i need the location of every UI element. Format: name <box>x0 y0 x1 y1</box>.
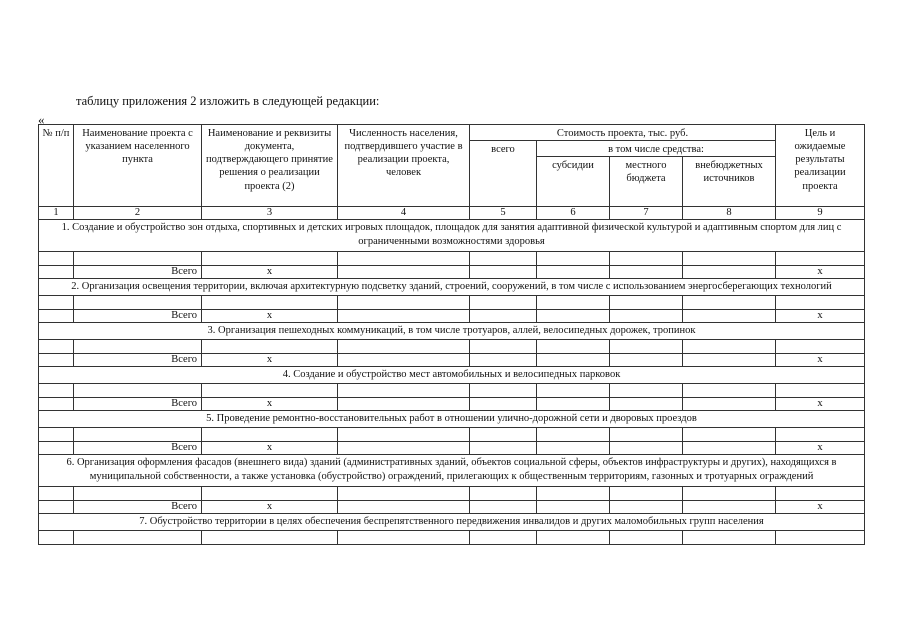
empty-cell <box>74 486 202 500</box>
empty-cell <box>202 295 338 309</box>
header-including-group: в том числе средства: <box>537 141 776 157</box>
empty-cell <box>39 295 74 309</box>
empty-cell <box>683 339 776 353</box>
col-number: 3 <box>202 207 338 220</box>
project-row <box>39 486 865 500</box>
empty-cell <box>537 428 610 442</box>
empty-cell <box>470 353 537 366</box>
empty-cell <box>470 339 537 353</box>
empty-cell <box>683 265 776 278</box>
empty-cell <box>683 486 776 500</box>
empty-cell <box>610 339 683 353</box>
empty-cell <box>776 339 865 353</box>
empty-cell <box>683 295 776 309</box>
total-label: Всего <box>74 309 202 322</box>
total-label: Всего <box>74 442 202 455</box>
col-number: 1 <box>39 207 74 220</box>
empty-cell <box>338 309 470 322</box>
empty-cell <box>776 530 865 544</box>
empty-cell <box>39 442 74 455</box>
section-row <box>39 455 865 486</box>
project-row <box>39 384 865 398</box>
empty-cell <box>610 295 683 309</box>
section-title: 6. Организация оформления фасадов (внешнего вида) зданий (административных зданий, объектов социальной сферы, объектов инфраструктуры и других), находящихся в муниципальной собственности, а также установка (обустройство) ограждений, прилегающих к общественным территориям, газонных и тротуарных ограждений <box>39 455 865 486</box>
project-row <box>39 295 865 309</box>
empty-cell <box>338 442 470 455</box>
empty-cell <box>537 251 610 265</box>
empty-cell <box>537 265 610 278</box>
empty-cell <box>610 530 683 544</box>
section-row <box>39 513 865 530</box>
empty-cell <box>39 384 74 398</box>
empty-cell <box>776 251 865 265</box>
section-title: 1. Создание и обустройство зон отдыха, спортивных и детских игровых площадок, площадок для занятия адаптивной физической культурой и адаптивным спортом для лиц с ограниченными возможностями здоровья <box>39 220 865 251</box>
col-number: 2 <box>74 207 202 220</box>
section-row <box>39 220 865 251</box>
empty-cell <box>470 530 537 544</box>
total-row <box>39 309 865 322</box>
total-row <box>39 442 865 455</box>
empty-cell <box>776 295 865 309</box>
opening-quote: « <box>38 112 45 127</box>
section-row <box>39 411 865 428</box>
empty-cell <box>338 251 470 265</box>
empty-cell <box>39 353 74 366</box>
empty-cell <box>338 398 470 411</box>
section-title: 7. Обустройство территории в целях обеспечения беспрепятственного передвижения инвалидов и других маломобильных групп населения <box>39 513 865 530</box>
section-title: 3. Организация пешеходных коммуникаций, в том числе тротуаров, аллей, велосипедных дорожек, тропинок <box>39 322 865 339</box>
header-extrabudgetary: внебюджетных источников <box>683 157 776 207</box>
empty-cell <box>683 398 776 411</box>
empty-cell <box>537 398 610 411</box>
x-mark: х <box>202 353 338 366</box>
section-title: 5. Проведение ремонтно-восстановительных работ в отношении улично-дорожной сети и дворовых проездов <box>39 411 865 428</box>
section-title: 4. Создание и обустройство мест автомобильных и велосипедных парковок <box>39 366 865 383</box>
empty-cell <box>683 309 776 322</box>
empty-cell <box>74 384 202 398</box>
header-project-name: Наименование проекта с указанием населенного пункта <box>74 125 202 207</box>
intro-text: таблицу приложения 2 изложить в следующей редакции: <box>76 94 380 108</box>
empty-cell <box>338 486 470 500</box>
empty-cell <box>202 428 338 442</box>
empty-cell <box>470 442 537 455</box>
total-row <box>39 353 865 366</box>
empty-cell <box>470 265 537 278</box>
empty-cell <box>610 309 683 322</box>
empty-cell <box>39 500 74 513</box>
empty-cell <box>470 309 537 322</box>
empty-cell <box>470 251 537 265</box>
empty-cell <box>537 384 610 398</box>
empty-cell <box>683 530 776 544</box>
empty-cell <box>74 295 202 309</box>
total-label: Всего <box>74 398 202 411</box>
total-label: Всего <box>74 265 202 278</box>
empty-cell <box>610 398 683 411</box>
x-mark: х <box>776 500 865 513</box>
empty-cell <box>683 384 776 398</box>
project-row <box>39 428 865 442</box>
section-row <box>39 278 865 295</box>
empty-cell <box>74 251 202 265</box>
empty-cell <box>74 428 202 442</box>
empty-cell <box>610 442 683 455</box>
empty-cell <box>537 442 610 455</box>
x-mark: х <box>776 353 865 366</box>
total-label: Всего <box>74 500 202 513</box>
empty-cell <box>470 486 537 500</box>
header-subsidy: субсидии <box>537 157 610 207</box>
empty-cell <box>202 251 338 265</box>
col-number: 9 <box>776 207 865 220</box>
section-title: 2. Организация освещения территории, включая архитектурную подсветку зданий, строений, сооружений, в том числе с использованием энергосберегающих технологий <box>39 278 865 295</box>
empty-cell <box>537 353 610 366</box>
empty-cell <box>683 442 776 455</box>
empty-cell <box>683 428 776 442</box>
empty-cell <box>683 500 776 513</box>
projects-table <box>38 124 865 545</box>
empty-cell <box>338 500 470 513</box>
empty-cell <box>610 500 683 513</box>
total-row <box>39 500 865 513</box>
header-cost-group: Стоимость проекта, тыс. руб. <box>470 125 776 141</box>
x-mark: х <box>776 265 865 278</box>
empty-cell <box>610 265 683 278</box>
empty-cell <box>74 339 202 353</box>
empty-cell <box>202 339 338 353</box>
empty-cell <box>39 265 74 278</box>
empty-cell <box>470 428 537 442</box>
empty-cell <box>776 428 865 442</box>
project-row <box>39 530 865 544</box>
empty-cell <box>610 353 683 366</box>
x-mark: х <box>202 309 338 322</box>
header-total: всего <box>470 141 537 207</box>
empty-cell <box>470 384 537 398</box>
empty-cell <box>202 486 338 500</box>
x-mark: х <box>776 309 865 322</box>
empty-cell <box>610 486 683 500</box>
x-mark: х <box>776 398 865 411</box>
column-numbers-row <box>39 207 865 220</box>
empty-cell <box>338 530 470 544</box>
empty-cell <box>537 295 610 309</box>
empty-cell <box>39 428 74 442</box>
empty-cell <box>39 309 74 322</box>
empty-cell <box>610 428 683 442</box>
empty-cell <box>470 398 537 411</box>
empty-cell <box>610 384 683 398</box>
empty-cell <box>610 251 683 265</box>
empty-cell <box>776 384 865 398</box>
empty-cell <box>470 500 537 513</box>
empty-cell <box>39 251 74 265</box>
empty-cell <box>338 353 470 366</box>
header-local-budget: местного бюджета <box>610 157 683 207</box>
empty-cell <box>537 309 610 322</box>
col-number: 5 <box>470 207 537 220</box>
project-row <box>39 251 865 265</box>
section-row <box>39 366 865 383</box>
x-mark: х <box>776 442 865 455</box>
empty-cell <box>338 384 470 398</box>
empty-cell <box>39 398 74 411</box>
empty-cell <box>338 265 470 278</box>
total-row <box>39 398 865 411</box>
project-row <box>39 339 865 353</box>
col-number: 8 <box>683 207 776 220</box>
empty-cell <box>39 530 74 544</box>
col-number: 6 <box>537 207 610 220</box>
header-document: Наименование и реквизиты документа, подтверждающего принятие решения о реализации проекта (2) <box>202 125 338 207</box>
section-row <box>39 322 865 339</box>
empty-cell <box>338 339 470 353</box>
empty-cell <box>537 530 610 544</box>
empty-cell <box>39 486 74 500</box>
header-number: № п/п <box>39 125 74 207</box>
empty-cell <box>537 500 610 513</box>
empty-cell <box>776 486 865 500</box>
x-mark: х <box>202 398 338 411</box>
header-population: Численность населения, подтвердившего участие в реализации проекта, человек <box>338 125 470 207</box>
x-mark: х <box>202 442 338 455</box>
col-number: 7 <box>610 207 683 220</box>
empty-cell <box>470 295 537 309</box>
total-label: Всего <box>74 353 202 366</box>
empty-cell <box>74 530 202 544</box>
empty-cell <box>39 339 74 353</box>
empty-cell <box>338 295 470 309</box>
empty-cell <box>683 251 776 265</box>
empty-cell <box>537 486 610 500</box>
empty-cell <box>537 339 610 353</box>
total-row <box>39 265 865 278</box>
header-goal: Цель и ожидаемые результаты реализации проекта <box>776 125 865 207</box>
x-mark: х <box>202 500 338 513</box>
col-number: 4 <box>338 207 470 220</box>
empty-cell <box>683 353 776 366</box>
empty-cell <box>202 530 338 544</box>
x-mark: х <box>202 265 338 278</box>
empty-cell <box>202 384 338 398</box>
empty-cell <box>338 428 470 442</box>
